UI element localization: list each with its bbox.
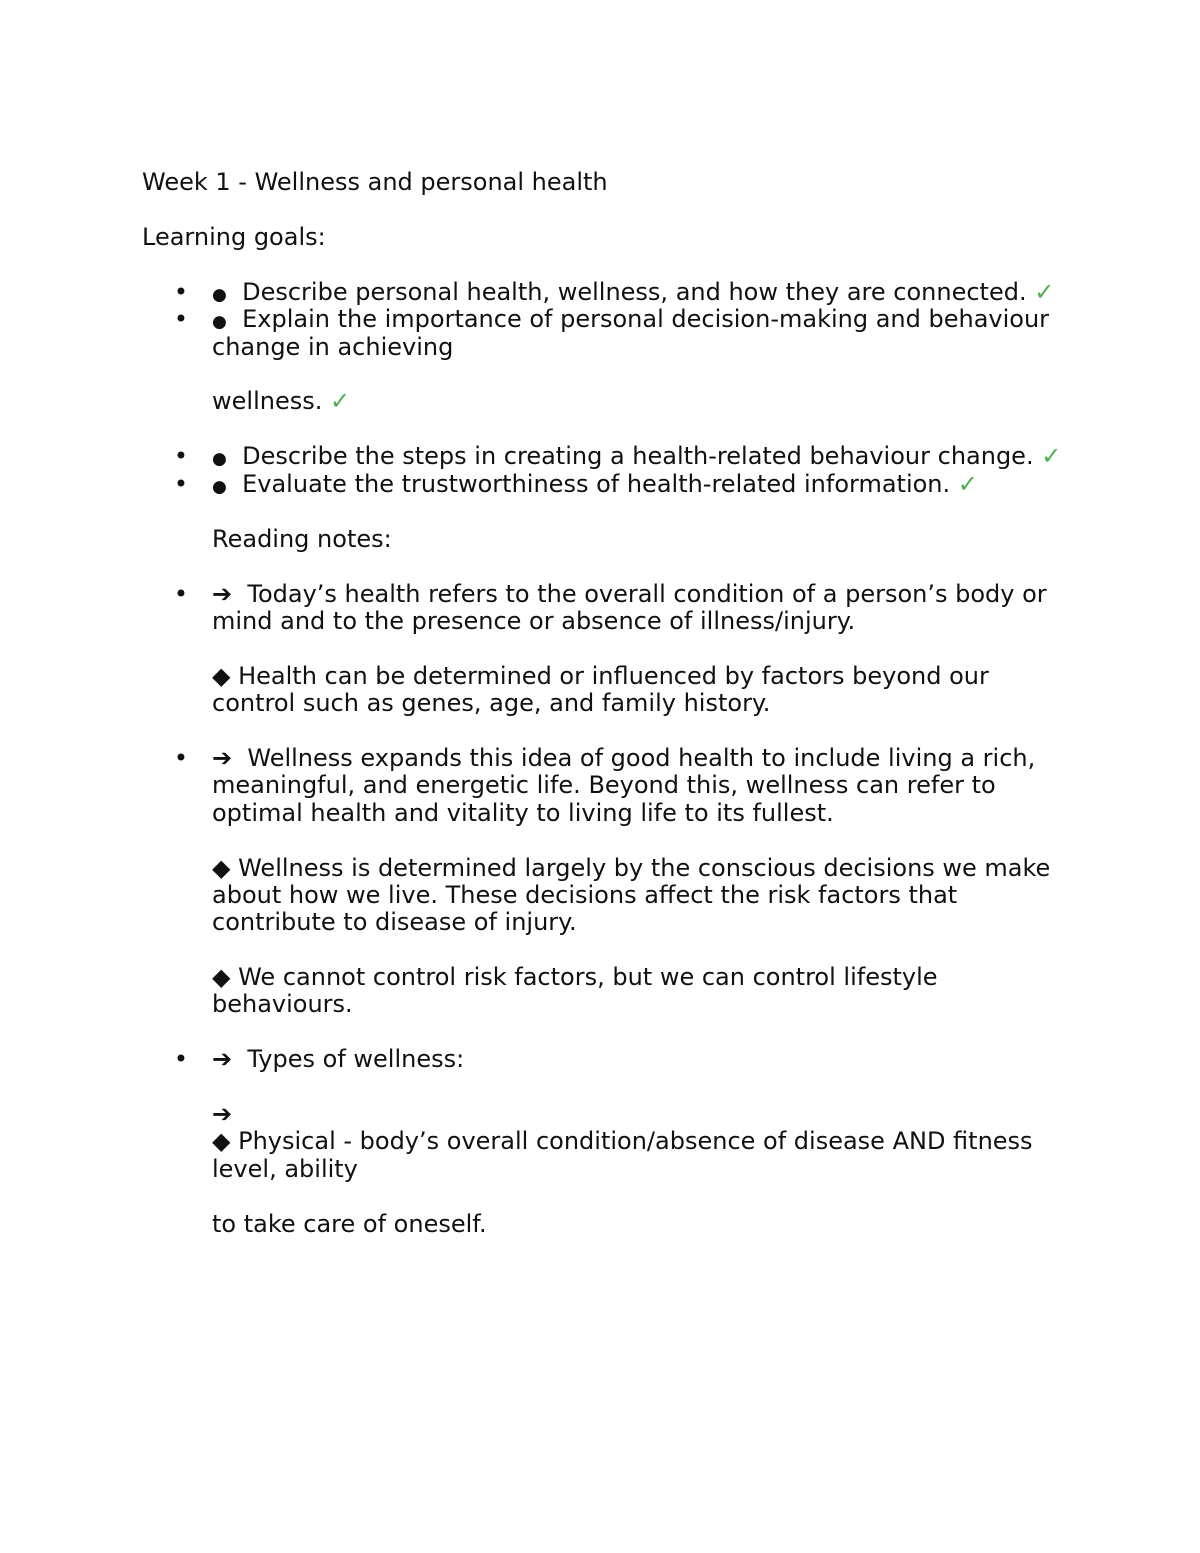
list-bullet: • — [173, 470, 189, 498]
arrow-icon: ➔ — [212, 580, 233, 608]
note-text-line: mind and to the presence or absence of illness/injury. — [212, 607, 856, 635]
note-text: Today’s health refers to the overall condition of a person’s body or — [247, 580, 1047, 608]
diamond-icon: ◆ — [212, 1127, 231, 1155]
goal-continuation — [212, 388, 350, 415]
goal-text: Describe personal health, wellness, and how they are connected. — [242, 278, 1027, 306]
goal-marker: ● — [212, 477, 227, 497]
reading-notes-heading: Reading notes: — [212, 525, 392, 553]
list-bullet: • — [173, 305, 189, 333]
goal-item-4 — [212, 471, 978, 501]
goal-text: wellness. — [212, 387, 323, 415]
sub-note-1 — [212, 663, 989, 690]
sub-note-4 — [212, 1128, 1033, 1155]
sub-note-text-line: behaviours. — [212, 990, 353, 1018]
goal-item-2 — [212, 306, 1049, 336]
sub-note-text-line: contribute to disease of injury. — [212, 908, 577, 936]
arrow-icon: ➔ — [212, 1045, 233, 1073]
list-bullet: • — [173, 744, 189, 772]
diamond-icon: ◆ — [212, 854, 231, 882]
goal-text: Describe the steps in creating a health-related behaviour change. — [242, 442, 1034, 470]
list-bullet: • — [173, 580, 189, 608]
diamond-icon: ◆ — [212, 662, 231, 690]
sub-note-text: Physical - body’s overall condition/absence of disease AND fitness — [238, 1127, 1033, 1155]
diamond-icon: ◆ — [212, 963, 231, 991]
goal-marker: ● — [212, 449, 227, 469]
sub-note-text-line: control such as genes, age, and family history. — [212, 689, 771, 717]
goal-marker: ● — [212, 285, 227, 305]
arrow-icon: ➔ — [212, 744, 233, 772]
sub-note-2 — [212, 855, 1050, 882]
goal-text-line: change in achieving — [212, 333, 454, 361]
list-bullet: • — [173, 442, 189, 470]
note-text-line: optimal health and vitality to living life to its fullest. — [212, 799, 834, 827]
sub-note-text-line: about how we live. These decisions affect the risk factors that — [212, 881, 958, 909]
note-item-1 — [212, 581, 1047, 608]
check-icon: ✓ — [329, 387, 351, 415]
note-item-2 — [212, 745, 1035, 772]
sub-note-text-line: level, ability — [212, 1155, 358, 1183]
note-item-3 — [212, 1046, 464, 1073]
arrow-icon: ➔ — [212, 1100, 233, 1128]
check-icon: ✓ — [957, 470, 978, 498]
sub-note-text: We cannot control risk factors, but we can control lifestyle — [238, 963, 938, 991]
sub-note-3 — [212, 964, 938, 991]
note-text-line: meaningful, and energetic life. Beyond this, wellness can refer to — [212, 771, 996, 799]
note-text: Wellness expands this idea of good health to include living a rich, — [247, 744, 1036, 772]
check-icon: ✓ — [1034, 278, 1055, 306]
sub-note-text: Health can be determined or influenced by factors beyond our — [238, 662, 989, 690]
document-title: Week 1 - Wellness and personal health — [142, 168, 608, 196]
list-bullet: • — [173, 278, 189, 306]
goal-item-3 — [212, 443, 1061, 473]
check-icon: ✓ — [1041, 442, 1062, 470]
list-bullet: • — [173, 1045, 189, 1073]
sub-note-text: Wellness is determined largely by the conscious decisions we make — [238, 854, 1051, 882]
note-text: Types of wellness: — [247, 1045, 465, 1073]
goal-marker: ● — [212, 312, 227, 332]
learning-goals-heading: Learning goals: — [142, 223, 326, 251]
goal-text: Evaluate the trustworthiness of health-related information. — [242, 470, 951, 498]
sub-note-continuation: to take care of oneself. — [212, 1210, 487, 1238]
goal-text: Explain the importance of personal decision-making and behaviour — [242, 305, 1050, 333]
